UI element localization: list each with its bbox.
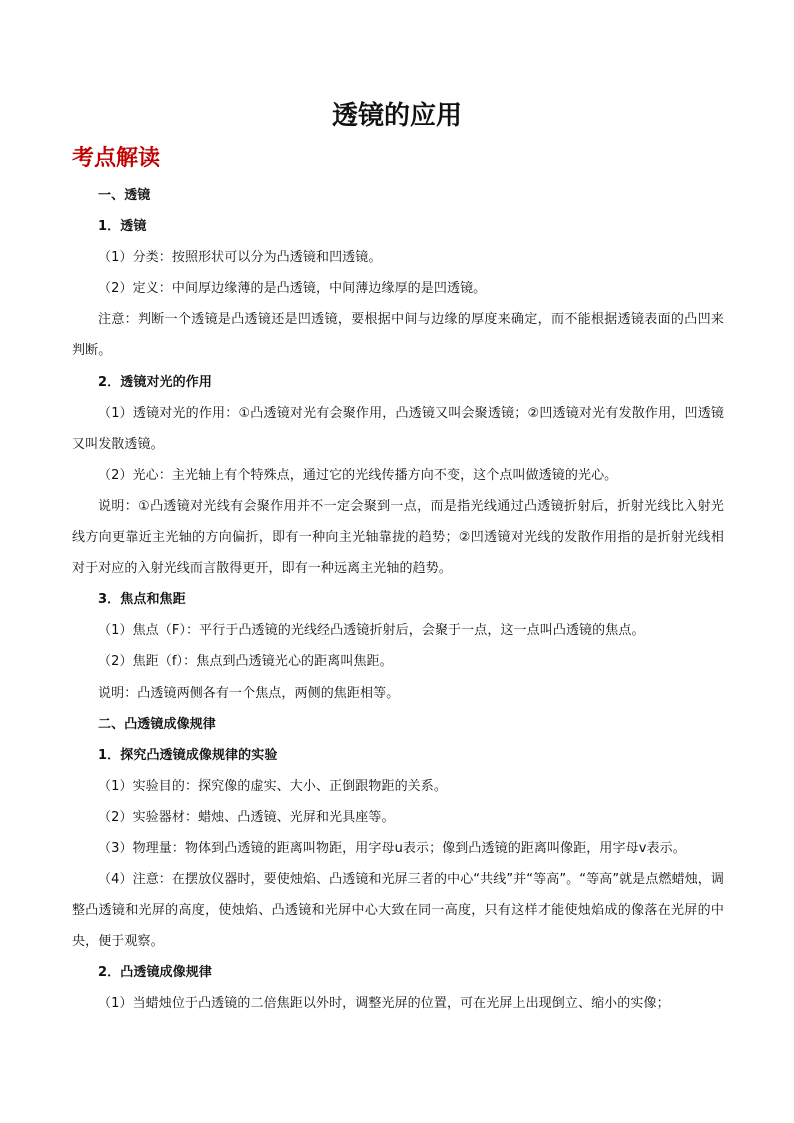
subheading-lens: 1．透镜 [98,219,147,235]
paragraph: （1）透镜对光的作用：①凸透镜对光有会聚作用，凸透镜又叫会聚透镜；②凹透镜对光有发散作用，凹透镜又叫发散透镜。 [72,405,724,452]
document-body [72,180,724,1020]
subheading-experiment: 1．探究凸透镜成像规律的实验 [98,747,278,763]
paragraph: （2）实验器材：蜡烛、凸透镜、光屏和光具座等。 [98,809,395,825]
paragraph-focal-point: （1）焦点（F）：平行于凸透镜的光线经凸透镜折射后，会聚于一点，这一点叫凸透镜的焦点。 [98,623,645,639]
paragraph-note: 注意：判断一个透镜是凸透镜还是凹透镜，要根据中间与边缘的厚度来确定，而不能根据透镜表面的凸凹来判断。 [72,312,724,359]
paragraph-explanation: 说明：①凸透镜对光线有会聚作用并不一定会聚到一点，而是指光线通过凸透镜折射后，折射光线比入射光线方向更靠近主光轴的方向偏折，即有一种向主光轴靠拢的趋势；②凹透镜对光线的发散作用指的是折射光线相对于对应的入射光线而言散得更开，即有一种远离主光轴的趋势。 [72,498,724,577]
paragraph: （1）当蜡烛位于凸透镜的二倍焦距以外时，调整光屏的位置，可在光屏上出现倒立、缩小的实像； [98,996,670,1012]
paragraph-focal-length: （2）焦距（f）：焦点到凸透镜光心的距离叫焦距。 [98,654,393,670]
subheading-lens-effect: 2．透镜对光的作用 [98,374,212,390]
paragraph: （2）定义：中间厚边缘薄的是凸透镜，中间薄边缘厚的是凹透镜。 [98,281,487,297]
paragraph: （1）实验目的：探究像的虚实、大小、正倒跟物距的关系。 [98,778,447,794]
heading-imaging-rules: 二、凸透镜成像规律 [98,716,216,732]
paragraph: 说明：凸透镜两侧各有一个焦点，两侧的焦距相等。 [98,685,400,701]
section-title: 考点解读 [72,145,161,171]
subheading-focus: 3．焦点和焦距 [98,592,186,608]
paragraph: （2）光心：主光轴上有个特殊点，通过它的光线传播方向不变，这个点叫做透镜的光心。 [98,467,618,483]
paragraph: （1）分类：按照形状可以分为凸透镜和凹透镜。 [98,250,382,266]
document-title: 透镜的应用 [331,101,462,131]
heading-lens: 一、透镜 [98,188,151,203]
subheading-imaging-rules: 2．凸透镜成像规律 [98,965,212,981]
paragraph-quantities: （3）物理量：物体到凸透镜的距离叫物距，用字母u表示；像到凸透镜的距离叫像距，用字母v表示。 [98,840,686,856]
paragraph-attention: （4）注意：在摆放仪器时，要使烛焰、凸透镜和光屏三者的中心“共线”并“等高”。“等高”就是点燃蜡烛，调整凸透镜和光屏的高度，使烛焰、凸透镜和光屏中心大致在同一高度，只有这样才能使烛焰成的像落在光屏的中央，便于观察。 [72,872,724,950]
